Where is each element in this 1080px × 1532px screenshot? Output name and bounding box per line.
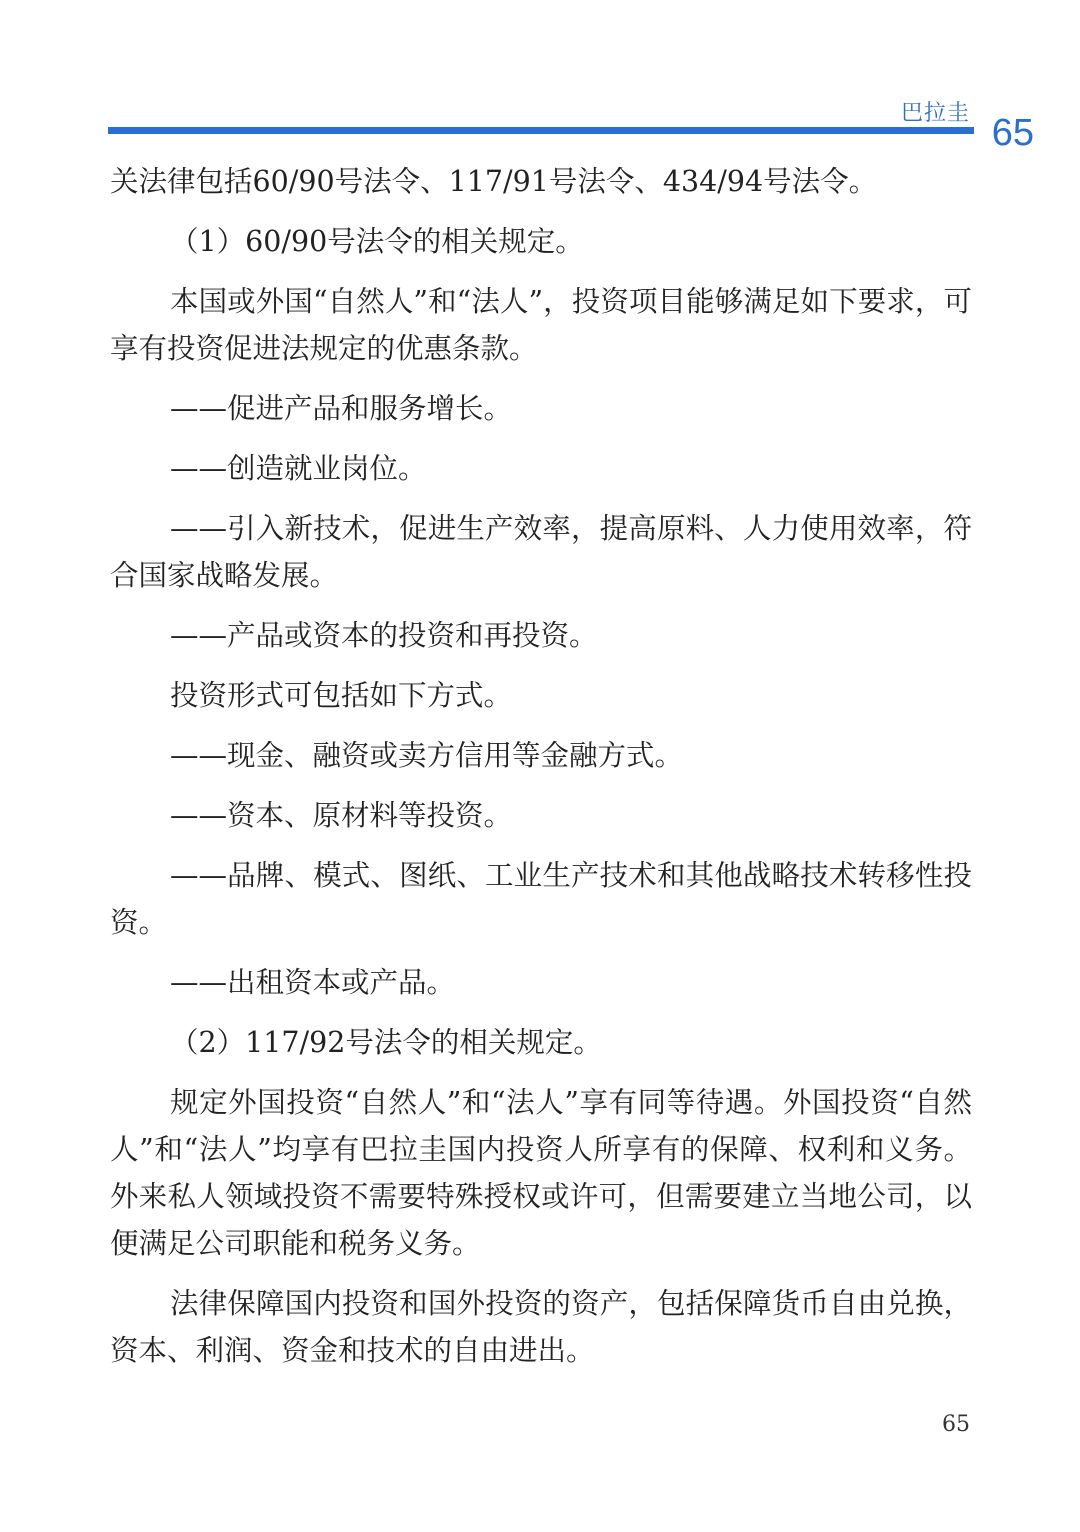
footer-page-number: 65: [942, 1412, 970, 1437]
paragraph-continuation: 关法律包括60/90号法令、117/91号法令、434/94号法令。: [110, 165, 878, 198]
list-item: ——产品或资本的投资和再投资。: [170, 619, 598, 652]
paragraph: 投资形式可包括如下方式。: [170, 679, 513, 712]
list-item: ——促进产品和服务增长。: [170, 392, 513, 425]
page-body: [110, 158, 972, 1387]
list-item: ——出租资本或产品。: [170, 966, 456, 999]
running-header-title: 巴拉圭: [900, 101, 970, 126]
section-heading-1: （1）60/90号法令的相关规定。: [170, 225, 584, 258]
paragraph: 本国或外国“自然人”和“法人”，投资项目能够满足如下要求，可享有投资促进法规定的优惠条款。: [110, 285, 972, 365]
paragraph: 法律保障国内投资和国外投资的资产，包括保障货币自由兑换，资本、利润、资金和技术的自由进出。: [110, 1287, 972, 1367]
header-page-number: 65: [991, 112, 1034, 154]
list-item: ——创造就业岗位。: [170, 452, 427, 485]
section-heading-2: （2）117/92号法令的相关规定。: [170, 1026, 602, 1059]
list-item: ——引入新技术，促进生产效率，提高原料、人力使用效率，符合国家战略发展。: [110, 512, 972, 592]
header-rule: [108, 127, 974, 134]
list-item: ——现金、融资或卖方信用等金融方式。: [170, 739, 684, 772]
paragraph: 规定外国投资“自然人”和“法人”享有同等待遇。外国投资“自然人”和“法人”均享有巴拉圭国内投资人所享有的保障、权利和义务。外来私人领域投资不需要特殊授权或许可，但需要建立当地公司，以便满足公司职能和税务义务。: [110, 1086, 972, 1260]
list-item: ——品牌、模式、图纸、工业生产技术和其他战略技术转移性投资。: [110, 859, 972, 939]
list-item: ——资本、原材料等投资。: [170, 799, 513, 832]
